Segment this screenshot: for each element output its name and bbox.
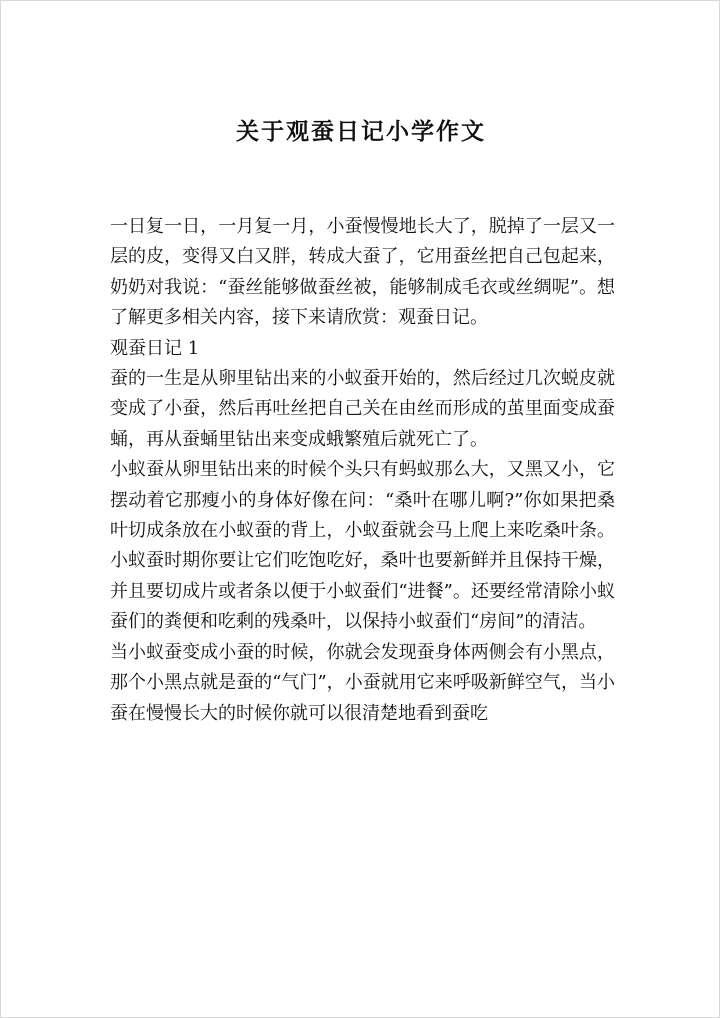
paragraph-intro: 一日复一日，一月复一月，小蚕慢慢地长大了，脱掉了一层又一层的皮，变得又白又胖，转成大蚕了，它用蚕丝把自己包起来，奶奶对我说：“蚕丝能够做蚕丝被，能够制成毛衣或丝绸呢”。想了解更多相关内容，接下来请欣赏：观蚕日记。 [110, 216, 615, 329]
paragraph-small-silkworm: 当小蚁蚕变成小蚕的时候，你就会发现蚕身体两侧会有小黑点，那个小黑点就是蚕的“气门”，小蚕就用它来呼吸新鲜空气，当小蚕在慢慢长大的时候你就可以很清楚地看到蚕吃 [110, 641, 615, 724]
document-body [110, 212, 615, 729]
paragraph-lifecycle: 蚕的一生是从卵里钻出来的小蚁蚕开始的，然后经过几次蜕皮就变成了小蚕，然后再吐丝把自己关在由丝而形成的茧里面变成蚕蛹，再从蚕蛹里钻出来变成蛾繁殖后就死亡了。 [110, 368, 615, 450]
paragraph-ant-silkworm: 小蚁蚕从卵里钻出来的时候个头只有蚂蚁那么大，又黑又小，它摆动着它那瘦小的身体好像在问：“桑叶在哪儿啊?”你如果把桑叶切成条放在小蚁蚕的背上，小蚁蚕就会马上爬上来吃桑叶条。小蚁蚕时期你要让它们吃饱吃好，桑叶也要新鲜并且保持干燥，并且要切成片或者条以便于小蚁蚕们“进餐”。还要经常清除小蚁蚕们的粪便和吃剩的残桑叶，以保持小蚁蚕们“房间”的清洁。 [110, 459, 615, 633]
document-title: 关于观蚕日记小学作文 [236, 118, 486, 145]
section-heading: 观蚕日记 1 [110, 337, 200, 359]
